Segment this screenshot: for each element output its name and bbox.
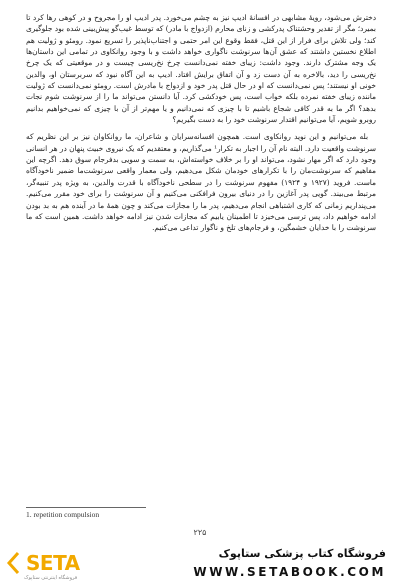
footnote-divider (26, 507, 146, 508)
logo-subtext: فروشگاه اینترنتی ستاپوک (24, 575, 78, 581)
footnote: 1. repetition compulsion (26, 510, 100, 519)
page-body (26, 12, 376, 234)
logo-wordmark: SETA (26, 551, 80, 575)
publisher-logo (6, 545, 94, 585)
paragraph-2: بله می‌توانیم و این نوید روانکاوی است. همچون افسانه‌سرایان و شاعران، ما روانکاوان نیز بر این نظریم که سرنوشت واقعیت دارد. البته نام آن را اجبار به تکرار¹ می‌گذاریم، و معتقدیم که یک نیروی خبیث پنهان در هر انسانی وجود دارد که اگر مهار نشود، می‌تواند او را بر خلاف خواسته‌اش، به سمت و سویی بدفرجام سوق دهد. اگرچه این مفاهیم که سرنوشت‌مان را با تکرارهای خودمان شکل می‌دهیم، ولی معمار واقعی سرنوشت‌ما ضمیر ناخودآگاه ماست. فروید (۱۹۲۷ و ۱۹۲۴) مفهوم سرنوشت را در سطحی ناخودآگاه با قدرت والدین، به ویژه پدر تنبیه‌گر، مرتبط می‌بیند. گویی پدر آغازین را در دنیای بیرون فرافکنی می‌کنیم و آن سرنوشت را برای خود مقرر می‌کنیم. می‌پنداریم زمانی که کاری اشتباهی انجام می‌دهیم، پدر ما را مجازات می‌کند و چون همهٔ ما در آینده هم به بد بودن ادامه خواهیم داد، پس ترسی می‌خیزد تا اطمینان یابیم که مجازات شدن نیز ادامه خواهد داشت. همین است که ما سرنوشت را با خدایان خشمگین، و فرجام‌های تلخ و ناگوار تداعی می‌کنیم. (26, 132, 376, 233)
chevron-logo-icon (6, 551, 22, 575)
store-name: فروشگاه کتاب پزشکی ستاپوک (218, 547, 386, 560)
publisher-footer (0, 543, 400, 587)
paragraph-1: دخترش می‌شود، رویهٔ مشابهی در افسانهٔ ادیپ نیز به چشم می‌خورد. پدر ادیپ او را مجروح و در کوهی رها کرد تا بمیرد؛ مگر از تقدیر وحشتناک پدرکشی و زنای محارم (ازدواج با مادر) که توسط غیب‌گو پیش‌بینی شده بود جلوگیری کند؛ ولی تلاش برای فرار از این قتل، فقط وقوع این امر حتمی و اجتناب‌ناپذیر را تسریع نمود. رومئو و ژولیت هم اطلاع نخستین داشتند که عشق آن‌ها سرنوشت ناگواری خواهد داشت و با وجود روانکاوی در تمامی این داستان‌ها یک وجه مشترک دارند. وجود داشت: زیبای خفته نمی‌دانست چرخ نخ‌ریسی چیست و در موقعیتی که یک چرخ نخ‌ریسی را دید، بالاخره به آن دست زد و آن اتفاق برایش افتاد. ادیپ به این آگاه نبود که سربرستان او، والدین خونی او نیستند؛ پس نمی‌دانست که او در حال قتل پدر خود و ازدواج با مادرش است. رومئو نمی‌دانست که ژولیت ماننده زیبای خفته نمرده بلکه خواب است، پس خودکشی کرد. آیا دانستن می‌تواند ما را از سرنوشت شوم نجات بدهد؟ اگر ما به قدر کافی شجاع باشیم تا با چیزی که نمی‌دانیم و یا مهم‌تر از آن با چیزی که نمی‌خواهیم بدانیم روبرو شویم، آیا می‌توانیم اقتدار سرنوشت خود را به دست بگیریم؟ (26, 13, 376, 125)
store-url-link[interactable]: WWW.SETABOOK.COM (193, 565, 386, 579)
page-number: ۲۲۵ (193, 528, 207, 537)
